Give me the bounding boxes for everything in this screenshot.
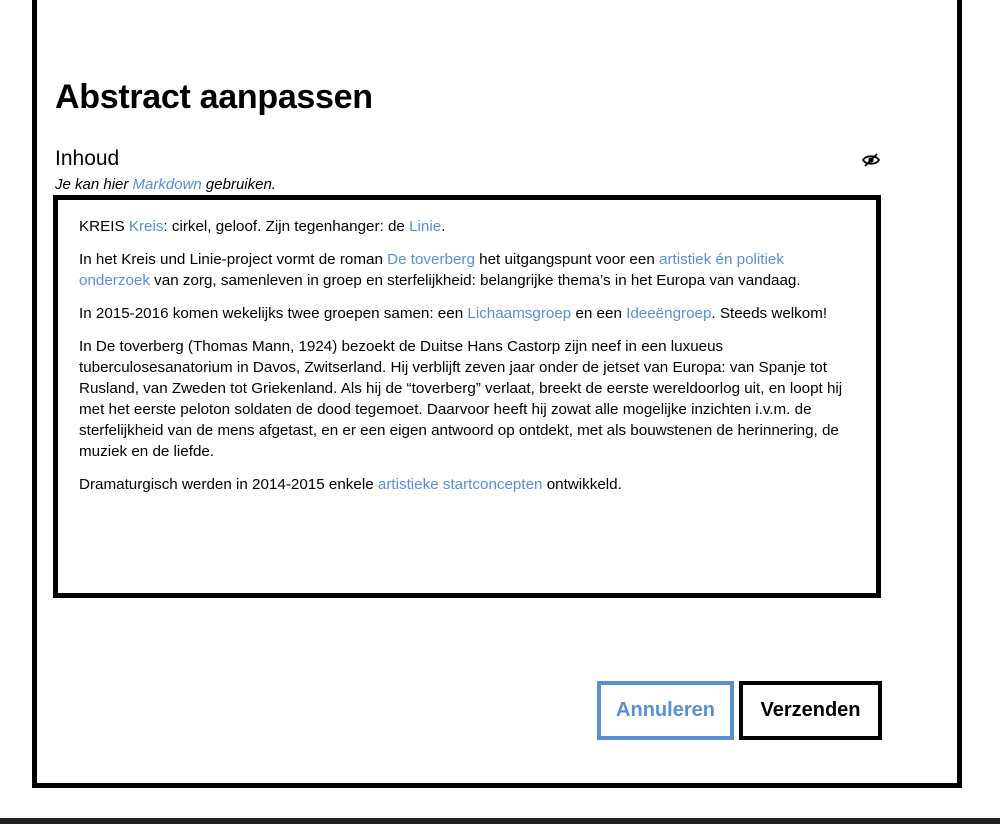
text: van zorg, samenleven in groep en sterfelijkheid: belangrijke thema’s in het Europa van vandaag.	[149, 272, 801, 289]
text: In 2015-2016 komen wekelijks twee groepen samen: een	[79, 305, 468, 322]
content-field-label: Inhoud	[55, 147, 120, 170]
link-lichaamsgroep[interactable]: Lichaamsgroep	[467, 305, 572, 322]
hint-prefix: Je kan hier	[55, 176, 133, 193]
eye-slash-icon[interactable]	[862, 153, 880, 167]
link-kreis[interactable]: Kreis	[128, 218, 164, 235]
text: .	[441, 218, 446, 235]
text: KREIS	[79, 218, 129, 235]
link-de-toverberg[interactable]: De toverberg	[387, 251, 475, 268]
paragraph-5	[79, 474, 855, 495]
text: ontwikkeld.	[542, 476, 622, 493]
text: : cirkel, geloof. Zijn tegenhanger: de	[163, 218, 410, 235]
text: . Steeds welkom!	[711, 305, 828, 322]
content-editor[interactable]	[53, 195, 881, 598]
submit-button[interactable]: Verzenden	[739, 681, 882, 740]
link-linie[interactable]: Linie	[409, 218, 442, 235]
paragraph-3	[79, 303, 855, 324]
cancel-button[interactable]: Annuleren	[597, 681, 734, 740]
text: het uitgangspunt voor een	[474, 251, 659, 268]
page-bottom-bar	[0, 818, 1000, 824]
paragraph-4: In De toverberg (Thomas Mann, 1924) bezoekt de Duitse Hans Castorp zijn neef in een luxueus tuberculosesanatorium in Davos, Zwitserland. Hij verblijft zeven jaar onder de jetset van Europa: van Spanje tot Rusland, van Zweden tot Griekenland. Als hij de “toverberg” verlaat, breekt de eerste wereldoorlog uit, en loopt hij met het eerste peloton soldaten de dood tegemoet. Daarvoor heeft hij zowat alle mogelijke inzichten i.v.m. de sterfelijkheid van de mens afgetast, en er een eigen antwoord op ontdekt, met als bouwstenen de herinnering, de muziek en de liefde.	[79, 338, 843, 460]
paragraph-2	[79, 249, 855, 291]
link-artistieke-startconcepten[interactable]: artistieke startconcepten	[377, 476, 543, 493]
markdown-hint	[55, 176, 276, 193]
text: In het Kreis und Linie-project vormt de roman	[79, 251, 388, 268]
markdown-link[interactable]: Markdown	[132, 176, 202, 193]
text: en een	[571, 305, 627, 322]
link-ideeengroep[interactable]: Ideeëngroep	[626, 305, 712, 322]
link-artistiek-politiek-onderzoek[interactable]: artistiek én politiek onderzoek	[79, 251, 784, 289]
dialog-title: Abstract aanpassen	[55, 78, 373, 116]
hint-suffix: gebruiken.	[201, 176, 276, 193]
text: Dramaturgisch werden in 2014-2015 enkele	[79, 476, 378, 493]
paragraph-1	[79, 216, 855, 237]
